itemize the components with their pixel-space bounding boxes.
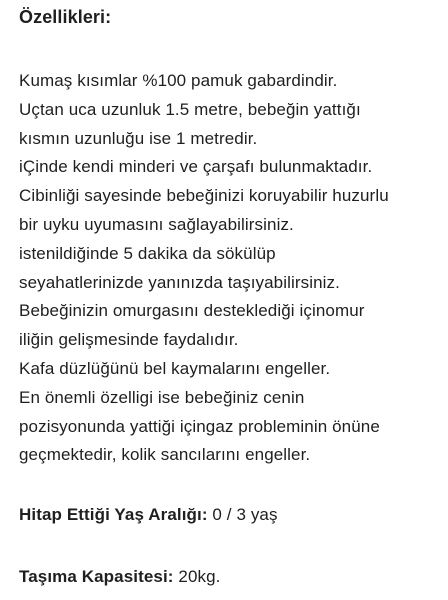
description-line: iÇinde kendi minderi ve çarşafı bulunmaktadır. [19, 157, 373, 177]
description-line: seyahatlerinizde yanınızda taşıyabilirsiniz. [19, 272, 340, 292]
description-line: geçmektedir, kolik sancılarını engeller. [19, 445, 311, 465]
age-range-label: Hitap Ettiği Yaş Aralığı: [19, 505, 208, 525]
capacity-label: Taşıma Kapasitesi: [19, 567, 174, 587]
description-line: kısmın uzunluğu ise 1 metredir. [19, 128, 258, 148]
description-line: iliğin gelişmesinde faydalıdır. [19, 330, 239, 350]
age-range-value: 0 / 3 yaş [207, 505, 278, 525]
description-line: Bebeğinizin omurgasını desteklediği içinomur [19, 301, 365, 321]
description-line: bir uyku uyumasını sağlayabilirsiniz. [19, 214, 294, 234]
capacity-value: 20kg. [173, 567, 221, 587]
age-range-spec [19, 504, 434, 526]
description-line: En önemli özelligi ise bebeğiniz cenin [19, 387, 305, 407]
description-line: pozisyonunda yattiği içingaz probleminin önüne [19, 416, 380, 436]
features-heading: Özellikleri: [19, 7, 112, 27]
features-description [19, 67, 434, 470]
capacity-spec [19, 566, 434, 588]
description-line: Cibinliği sayesinde bebeğinizi koruyabilir huzurlu [19, 186, 389, 206]
description-line: Uçtan uca uzunluk 1.5 metre, bebeğin yattığı [19, 99, 361, 119]
description-line: Kumaş kısımlar %100 pamuk gabardindir. [19, 71, 338, 90]
description-line: istenildiğinde 5 dakika da sökülüp [19, 243, 276, 263]
description-line: Kafa düzlüğünü bel kaymalarını engeller. [19, 358, 331, 378]
